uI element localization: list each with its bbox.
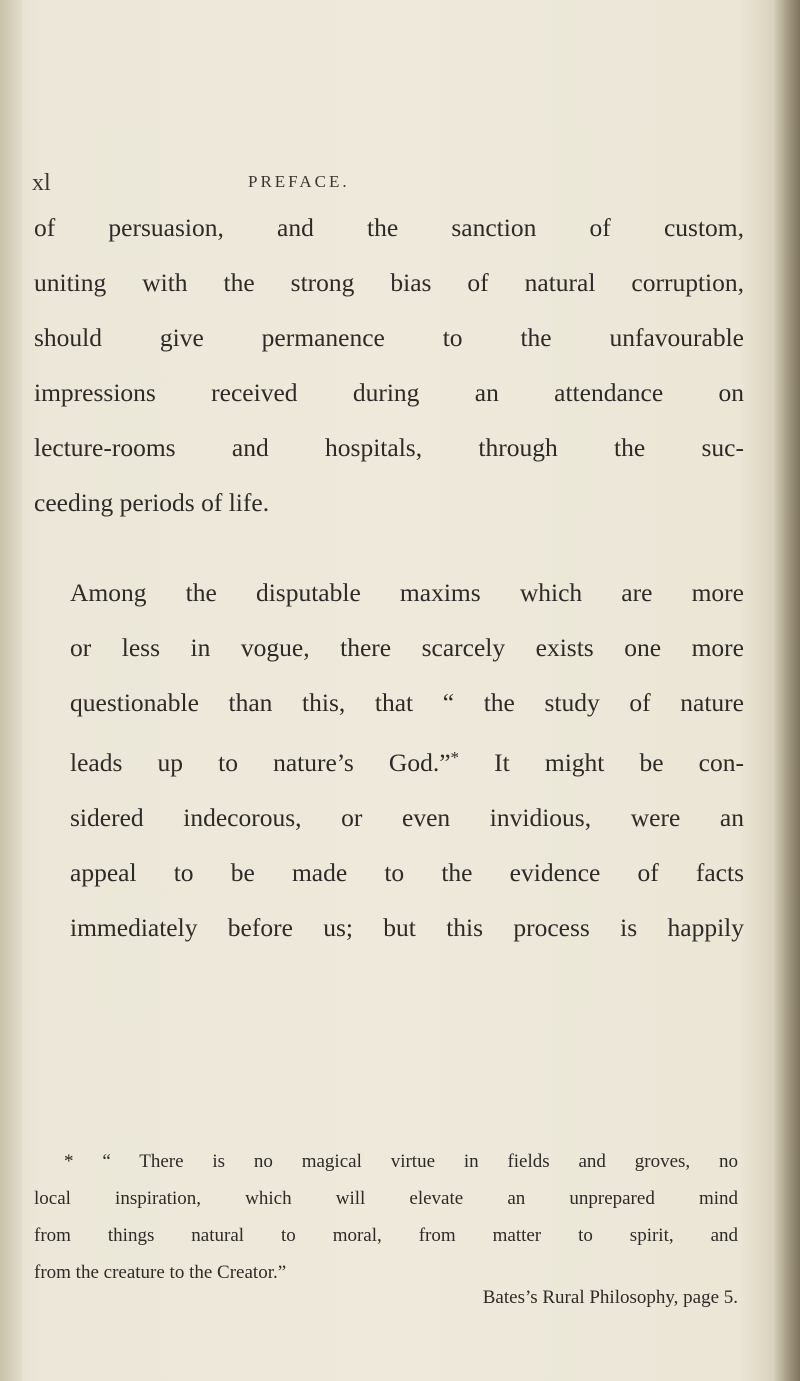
page-edge [774, 0, 800, 1381]
text-line: lecture-rooms and hospitals, through the suc- [34, 433, 744, 462]
text-line: impressions received during an attendance on [34, 378, 744, 407]
footnote-line: from things natural to moral, from matter to spirit, and [34, 1225, 738, 1246]
footnote-line: from the creature to the Creator.” [34, 1262, 287, 1283]
footnote-attribution: Bates’s Rural Philosophy, page 5. [482, 1287, 738, 1308]
page-header [0, 170, 800, 200]
text-line: uniting with the strong bias of natural corruption, [34, 268, 744, 297]
text-continuation: It might be con- [494, 748, 744, 777]
text-line: should give permanence to the unfavourable [34, 323, 744, 352]
page-number: xl [32, 170, 51, 196]
text-line: immediately before us; but this process is happily [70, 913, 744, 942]
paragraph-1 [34, 200, 744, 530]
page-gutter [0, 0, 22, 1381]
quote-end-text: leads up to nature’s God.” [70, 748, 451, 777]
text-line: or less in vogue, there scarcely exists one more [70, 633, 744, 662]
text-line: Among the disputable maxims which are more [70, 578, 744, 607]
text-line: ceeding periods of life. [34, 488, 270, 517]
text-line: questionable than this, that “ the study of nature [70, 688, 744, 717]
footnote-reference[interactable]: * [450, 748, 460, 767]
footnote-line: * “ There is no magical virtue in fields and groves, no [64, 1151, 738, 1172]
footnote [34, 1143, 738, 1291]
paragraph-2 [34, 565, 744, 955]
body-text [34, 200, 744, 955]
running-head: PREFACE. [248, 172, 350, 191]
text-line [34, 730, 744, 790]
footnote-line: local inspiration, which will elevate an unprepared mind [34, 1188, 738, 1209]
text-line: sidered indecorous, or even invidious, were an [70, 803, 744, 832]
text-line: appeal to be made to the evidence of facts [70, 858, 744, 887]
text-line: of persuasion, and the sanction of custom, [34, 213, 744, 242]
